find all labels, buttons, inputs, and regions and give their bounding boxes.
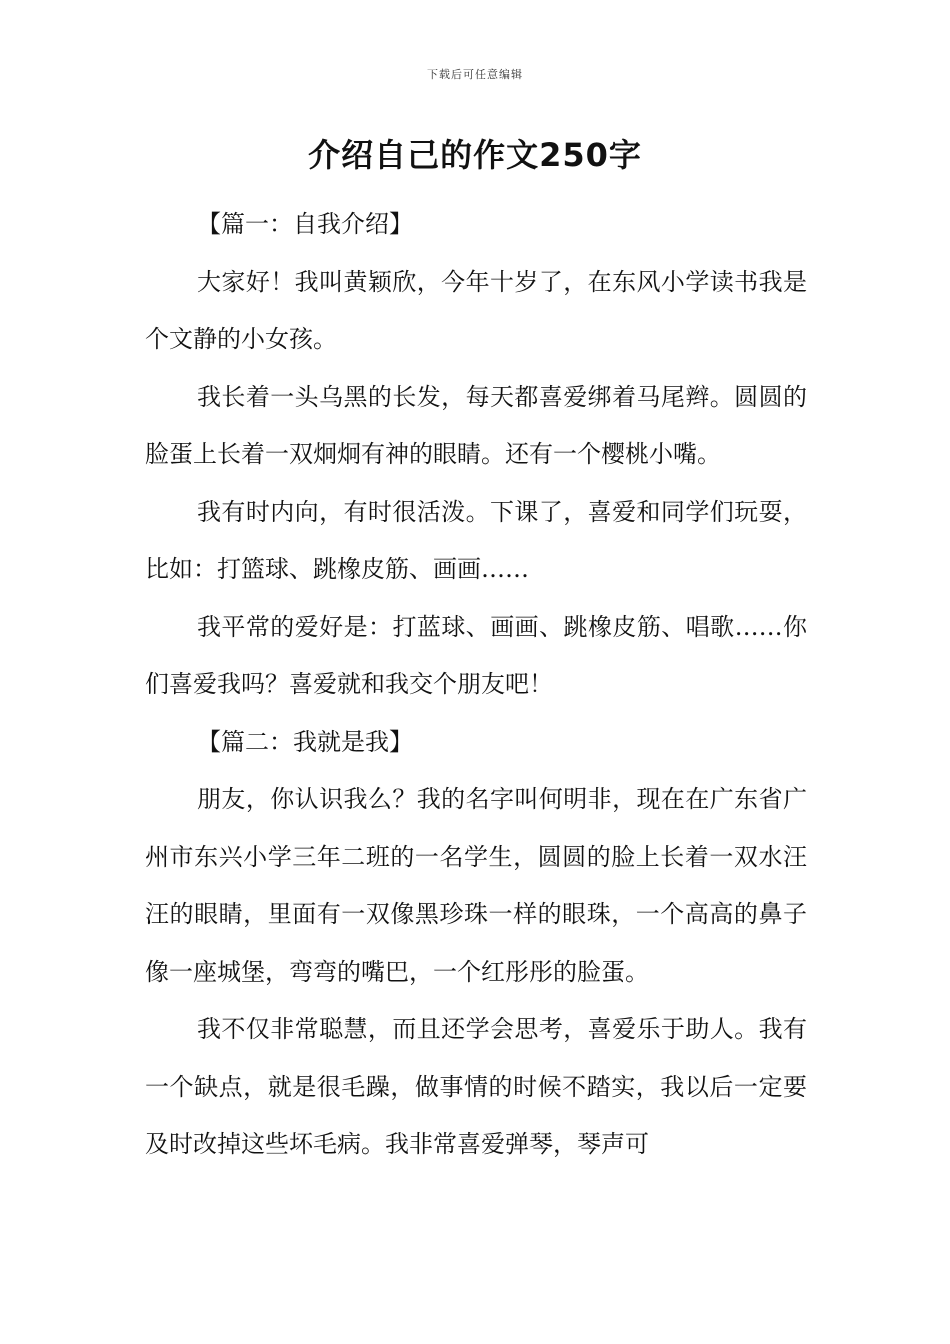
paragraph: 我长着一头乌黑的长发，每天都喜爱绑着马尾辫。圆圆的脸蛋上长着一双炯炯有神的眼睛。还有一个樱桃小嘴。 [145,382,807,468]
document-title: 介绍自己的作文250字 [308,136,642,174]
document-body [145,196,807,1174]
paragraph: 大家好！我叫黄颖欣，今年十岁了，在东风小学读书我是个文静的小女孩。 [145,267,807,353]
paragraph: 我平常的爱好是：打蓝球、画画、跳橡皮筋、唱歌……你们喜爱我吗？喜爱就和我交个朋友吧！ [145,612,807,698]
section-heading: 【篇二：我就是我】 [197,727,413,756]
paragraph: 我不仅非常聪慧，而且还学会思考，喜爱乐于助人。我有一个缺点，就是很毛躁，做事情的时候不踏实，我以后一定要及时改掉这些坏毛病。我非常喜爱弹琴，琴声可 [145,1015,807,1158]
paragraph: 朋友，你认识我么？我的名字叫何明非，现在在广东省广州市东兴小学三年二班的一名学生，圆圆的脸上长着一双水汪汪的眼睛，里面有一双像黑珍珠一样的眼珠，一个高高的鼻子像一座城堡，弯弯的嘴巴，一个红彤彤的脸蛋。 [145,785,807,986]
section-heading: 【篇一：自我介绍】 [197,210,413,238]
header-note: 下载后可任意编辑 [427,68,523,81]
paragraph: 我有时内向，有时很活泼。下课了，喜爱和同学们玩耍，比如：打篮球、跳橡皮筋、画画…… [145,497,807,583]
